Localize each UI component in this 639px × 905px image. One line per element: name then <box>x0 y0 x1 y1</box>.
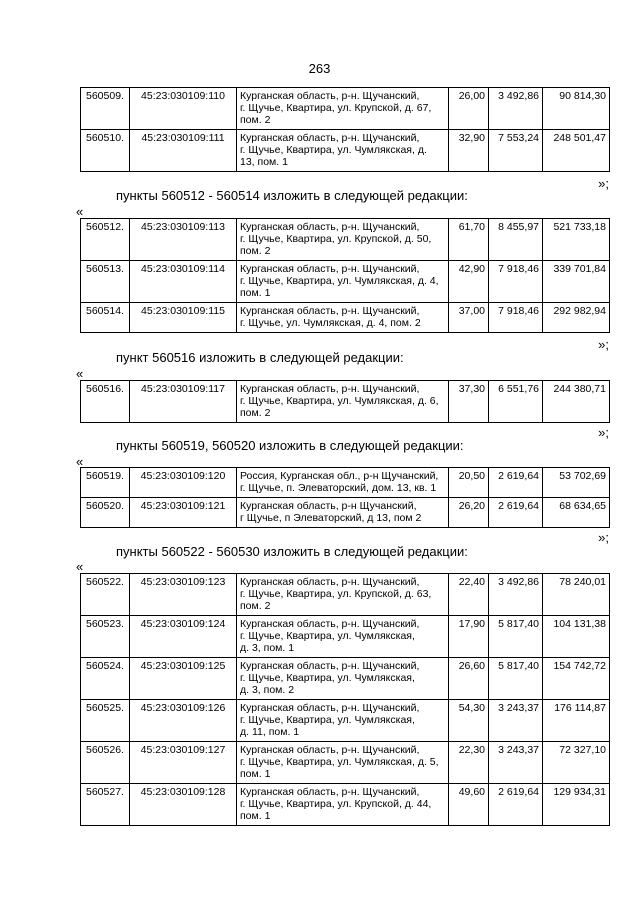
table-row <box>81 498 610 528</box>
table-row <box>81 574 610 616</box>
cost-cell: 129 934,31 <box>543 784 610 826</box>
cost-cell: 68 634,65 <box>543 498 610 528</box>
area-cell: 37,30 <box>449 381 489 423</box>
area-cell: 37,00 <box>449 303 489 333</box>
rate-cell: 7 918,46 <box>489 303 543 333</box>
address-line: г. Щучье, Квартира, ул. Крупской, д. 50, <box>240 233 432 245</box>
item-number-cell: 560509. <box>81 88 130 130</box>
item-number-cell: 560510. <box>81 130 130 172</box>
cadastral-number-cell: 45:23:030109:113 <box>130 219 237 261</box>
address-line: г. Щучье, Квартира, ул. Крупской, д. 44, <box>240 798 432 810</box>
opening-quote: « <box>76 366 84 381</box>
address-line: г. Щучье, Квартира, ул. Чумлякская, д. <box>240 144 427 156</box>
table-row <box>81 381 610 423</box>
address-cell <box>237 303 449 333</box>
cadastral-number-cell: 45:23:030109:115 <box>130 303 237 333</box>
address-cell <box>237 574 449 616</box>
rate-cell: 6 551,76 <box>489 381 543 423</box>
address-line: пом. 2 <box>240 245 271 257</box>
opening-quote: « <box>76 454 84 469</box>
address-line: г. Щучье, Квартира, ул. Чумлякская, <box>240 714 415 726</box>
cadastral-number-cell: 45:23:030109:111 <box>130 130 237 172</box>
table-row <box>81 468 610 498</box>
address-line: 13, пом. 1 <box>240 156 288 168</box>
item-number-cell: 560522. <box>81 574 130 616</box>
item-number-cell: 560520. <box>81 498 130 528</box>
address-cell <box>237 616 449 658</box>
item-number-cell: 560526. <box>81 742 130 784</box>
table-row <box>81 658 610 700</box>
address-line: г. Щучье, Квартира, ул. Чумлякская, <box>240 672 415 684</box>
table-row <box>81 784 610 826</box>
address-cell <box>237 700 449 742</box>
area-cell: 26,00 <box>449 88 489 130</box>
cost-cell: 176 114,87 <box>543 700 610 742</box>
address-line: Курганская область, р-н. Щучанский, <box>240 221 420 233</box>
address-line: Россия, Курганская обл., р-н Щучанский, <box>240 470 439 482</box>
address-line: Курганская область, р-н. Щучанский, <box>240 305 420 317</box>
item-number-cell: 560513. <box>81 261 130 303</box>
cadastral-number-cell: 45:23:030109:120 <box>130 468 237 498</box>
area-cell: 49,60 <box>449 784 489 826</box>
cost-cell: 521 733,18 <box>543 219 610 261</box>
cadastral-number-cell: 45:23:030109:125 <box>130 658 237 700</box>
area-cell: 61,70 <box>449 219 489 261</box>
cadastral-number-cell: 45:23:030109:128 <box>130 784 237 826</box>
opening-quote: « <box>76 204 84 219</box>
address-line: Курганская область, р-н. Щучанский, <box>240 702 420 714</box>
address-line: г. Щучье, ул. Чумлякская, д. 4, пом. 2 <box>240 317 421 329</box>
cost-cell: 90 814,30 <box>543 88 610 130</box>
property-table <box>80 573 610 826</box>
address-line: Курганская область, р-н. Щучанский, <box>240 618 420 630</box>
page-number: 263 <box>308 61 331 76</box>
closing-quote: »; <box>598 337 609 352</box>
table-row <box>81 616 610 658</box>
address-cell <box>237 498 449 528</box>
cost-cell: 244 380,71 <box>543 381 610 423</box>
address-line: д. 3, пом. 2 <box>240 684 295 696</box>
address-line: пом. 2 <box>240 114 271 126</box>
cost-cell: 53 702,69 <box>543 468 610 498</box>
closing-quote: »; <box>598 425 609 440</box>
address-line: пом. 1 <box>240 768 271 780</box>
rate-cell: 5 817,40 <box>489 616 543 658</box>
rate-cell: 2 619,64 <box>489 784 543 826</box>
cadastral-number-cell: 45:23:030109:117 <box>130 381 237 423</box>
table-row <box>81 261 610 303</box>
address-line: д. 3, пом. 1 <box>240 642 295 654</box>
area-cell: 32,90 <box>449 130 489 172</box>
cadastral-number-cell: 45:23:030109:124 <box>130 616 237 658</box>
address-line: пом. 2 <box>240 600 271 612</box>
area-cell: 20,50 <box>449 468 489 498</box>
amendment-instruction: пункты 560522 - 560530 изложить в следующей редакции: <box>116 544 468 559</box>
item-number-cell: 560524. <box>81 658 130 700</box>
amendment-instruction: пункт 560516 изложить в следующей редакции: <box>116 350 404 365</box>
address-line: Курганская область, р-н. Щучанский, <box>240 132 420 144</box>
address-cell <box>237 742 449 784</box>
address-line: г Щучье, п Элеваторский, д 13, пом 2 <box>240 512 422 524</box>
area-cell: 22,30 <box>449 742 489 784</box>
rate-cell: 3 492,86 <box>489 88 543 130</box>
address-cell <box>237 468 449 498</box>
address-line: г. Щучье, Квартира, ул. Чумлякская, <box>240 630 415 642</box>
address-line: г. Щучье, Квартира, ул. Чумлякская, д. 6, <box>240 395 439 407</box>
address-line: г. Щучье, Квартира, ул. Крупской, д. 63, <box>240 588 432 600</box>
cost-cell: 78 240,01 <box>543 574 610 616</box>
address-line: пом. 1 <box>240 810 271 822</box>
area-cell: 17,90 <box>449 616 489 658</box>
address-cell <box>237 381 449 423</box>
area-cell: 42,90 <box>449 261 489 303</box>
address-line: г. Щучье, Квартира, ул. Чумлякская, д. 4, <box>240 275 439 287</box>
item-number-cell: 560523. <box>81 616 130 658</box>
area-cell: 26,20 <box>449 498 489 528</box>
address-line: пом. 1 <box>240 287 271 299</box>
area-cell: 26,60 <box>449 658 489 700</box>
cadastral-number-cell: 45:23:030109:110 <box>130 88 237 130</box>
address-line: Курганская область, р-н. Щучанский, <box>240 576 420 588</box>
area-cell: 54,30 <box>449 700 489 742</box>
address-line: Курганская область, р-н. Щучанский, <box>240 660 420 672</box>
address-cell <box>237 130 449 172</box>
closing-quote: »; <box>598 176 609 191</box>
property-table <box>80 467 610 528</box>
cadastral-number-cell: 45:23:030109:123 <box>130 574 237 616</box>
address-line: пом. 2 <box>240 407 271 419</box>
address-line: г. Щучье, п. Элеваторский, дом. 13, кв. 1 <box>240 482 437 494</box>
address-line: г. Щучье, Квартира, ул. Чумлякская, д. 5, <box>240 756 439 768</box>
address-cell <box>237 261 449 303</box>
address-cell <box>237 658 449 700</box>
rate-cell: 5 817,40 <box>489 658 543 700</box>
property-table <box>80 380 610 423</box>
cadastral-number-cell: 45:23:030109:121 <box>130 498 237 528</box>
area-cell: 22,40 <box>449 574 489 616</box>
cost-cell: 72 327,10 <box>543 742 610 784</box>
address-cell <box>237 784 449 826</box>
table-row <box>81 219 610 261</box>
rate-cell: 3 492,86 <box>489 574 543 616</box>
rate-cell: 3 243,37 <box>489 742 543 784</box>
item-number-cell: 560514. <box>81 303 130 333</box>
table-row <box>81 700 610 742</box>
cost-cell: 154 742,72 <box>543 658 610 700</box>
rate-cell: 8 455,97 <box>489 219 543 261</box>
rate-cell: 2 619,64 <box>489 468 543 498</box>
amendment-instruction: пункты 560512 - 560514 изложить в следующей редакции: <box>116 188 468 203</box>
address-line: д. 11, пом. 1 <box>240 726 300 738</box>
table-row <box>81 88 610 130</box>
property-table <box>80 218 610 333</box>
address-line: Курганская область, р-н. Щучанский, <box>240 263 420 275</box>
item-number-cell: 560516. <box>81 381 130 423</box>
address-line: Курганская область, р-н. Щучанский, <box>240 744 420 756</box>
address-cell <box>237 219 449 261</box>
rate-cell: 7 918,46 <box>489 261 543 303</box>
cost-cell: 104 131,38 <box>543 616 610 658</box>
address-line: г. Щучье, Квартира, ул. Крупской, д. 67, <box>240 102 432 114</box>
rate-cell: 7 553,24 <box>489 130 543 172</box>
cadastral-number-cell: 45:23:030109:114 <box>130 261 237 303</box>
item-number-cell: 560525. <box>81 700 130 742</box>
item-number-cell: 560527. <box>81 784 130 826</box>
closing-quote: »; <box>598 530 609 545</box>
address-cell <box>237 88 449 130</box>
table-row <box>81 742 610 784</box>
cost-cell: 292 982,94 <box>543 303 610 333</box>
address-line: Курганская область, р-н. Щучанский, <box>240 786 420 798</box>
item-number-cell: 560519. <box>81 468 130 498</box>
item-number-cell: 560512. <box>81 219 130 261</box>
address-line: Курганская область, р-н Щучанский, <box>240 500 417 512</box>
table-row <box>81 130 610 172</box>
table-row <box>81 303 610 333</box>
address-line: Курганская область, р-н. Щучанский, <box>240 383 420 395</box>
rate-cell: 2 619,64 <box>489 498 543 528</box>
address-line: Курганская область, р-н. Щучанский, <box>240 90 420 102</box>
cost-cell: 248 501,47 <box>543 130 610 172</box>
opening-quote: « <box>76 559 84 574</box>
property-table <box>80 87 610 172</box>
cadastral-number-cell: 45:23:030109:127 <box>130 742 237 784</box>
cost-cell: 339 701,84 <box>543 261 610 303</box>
amendment-instruction: пункты 560519, 560520 изложить в следующей редакции: <box>116 438 464 453</box>
rate-cell: 3 243,37 <box>489 700 543 742</box>
cadastral-number-cell: 45:23:030109:126 <box>130 700 237 742</box>
